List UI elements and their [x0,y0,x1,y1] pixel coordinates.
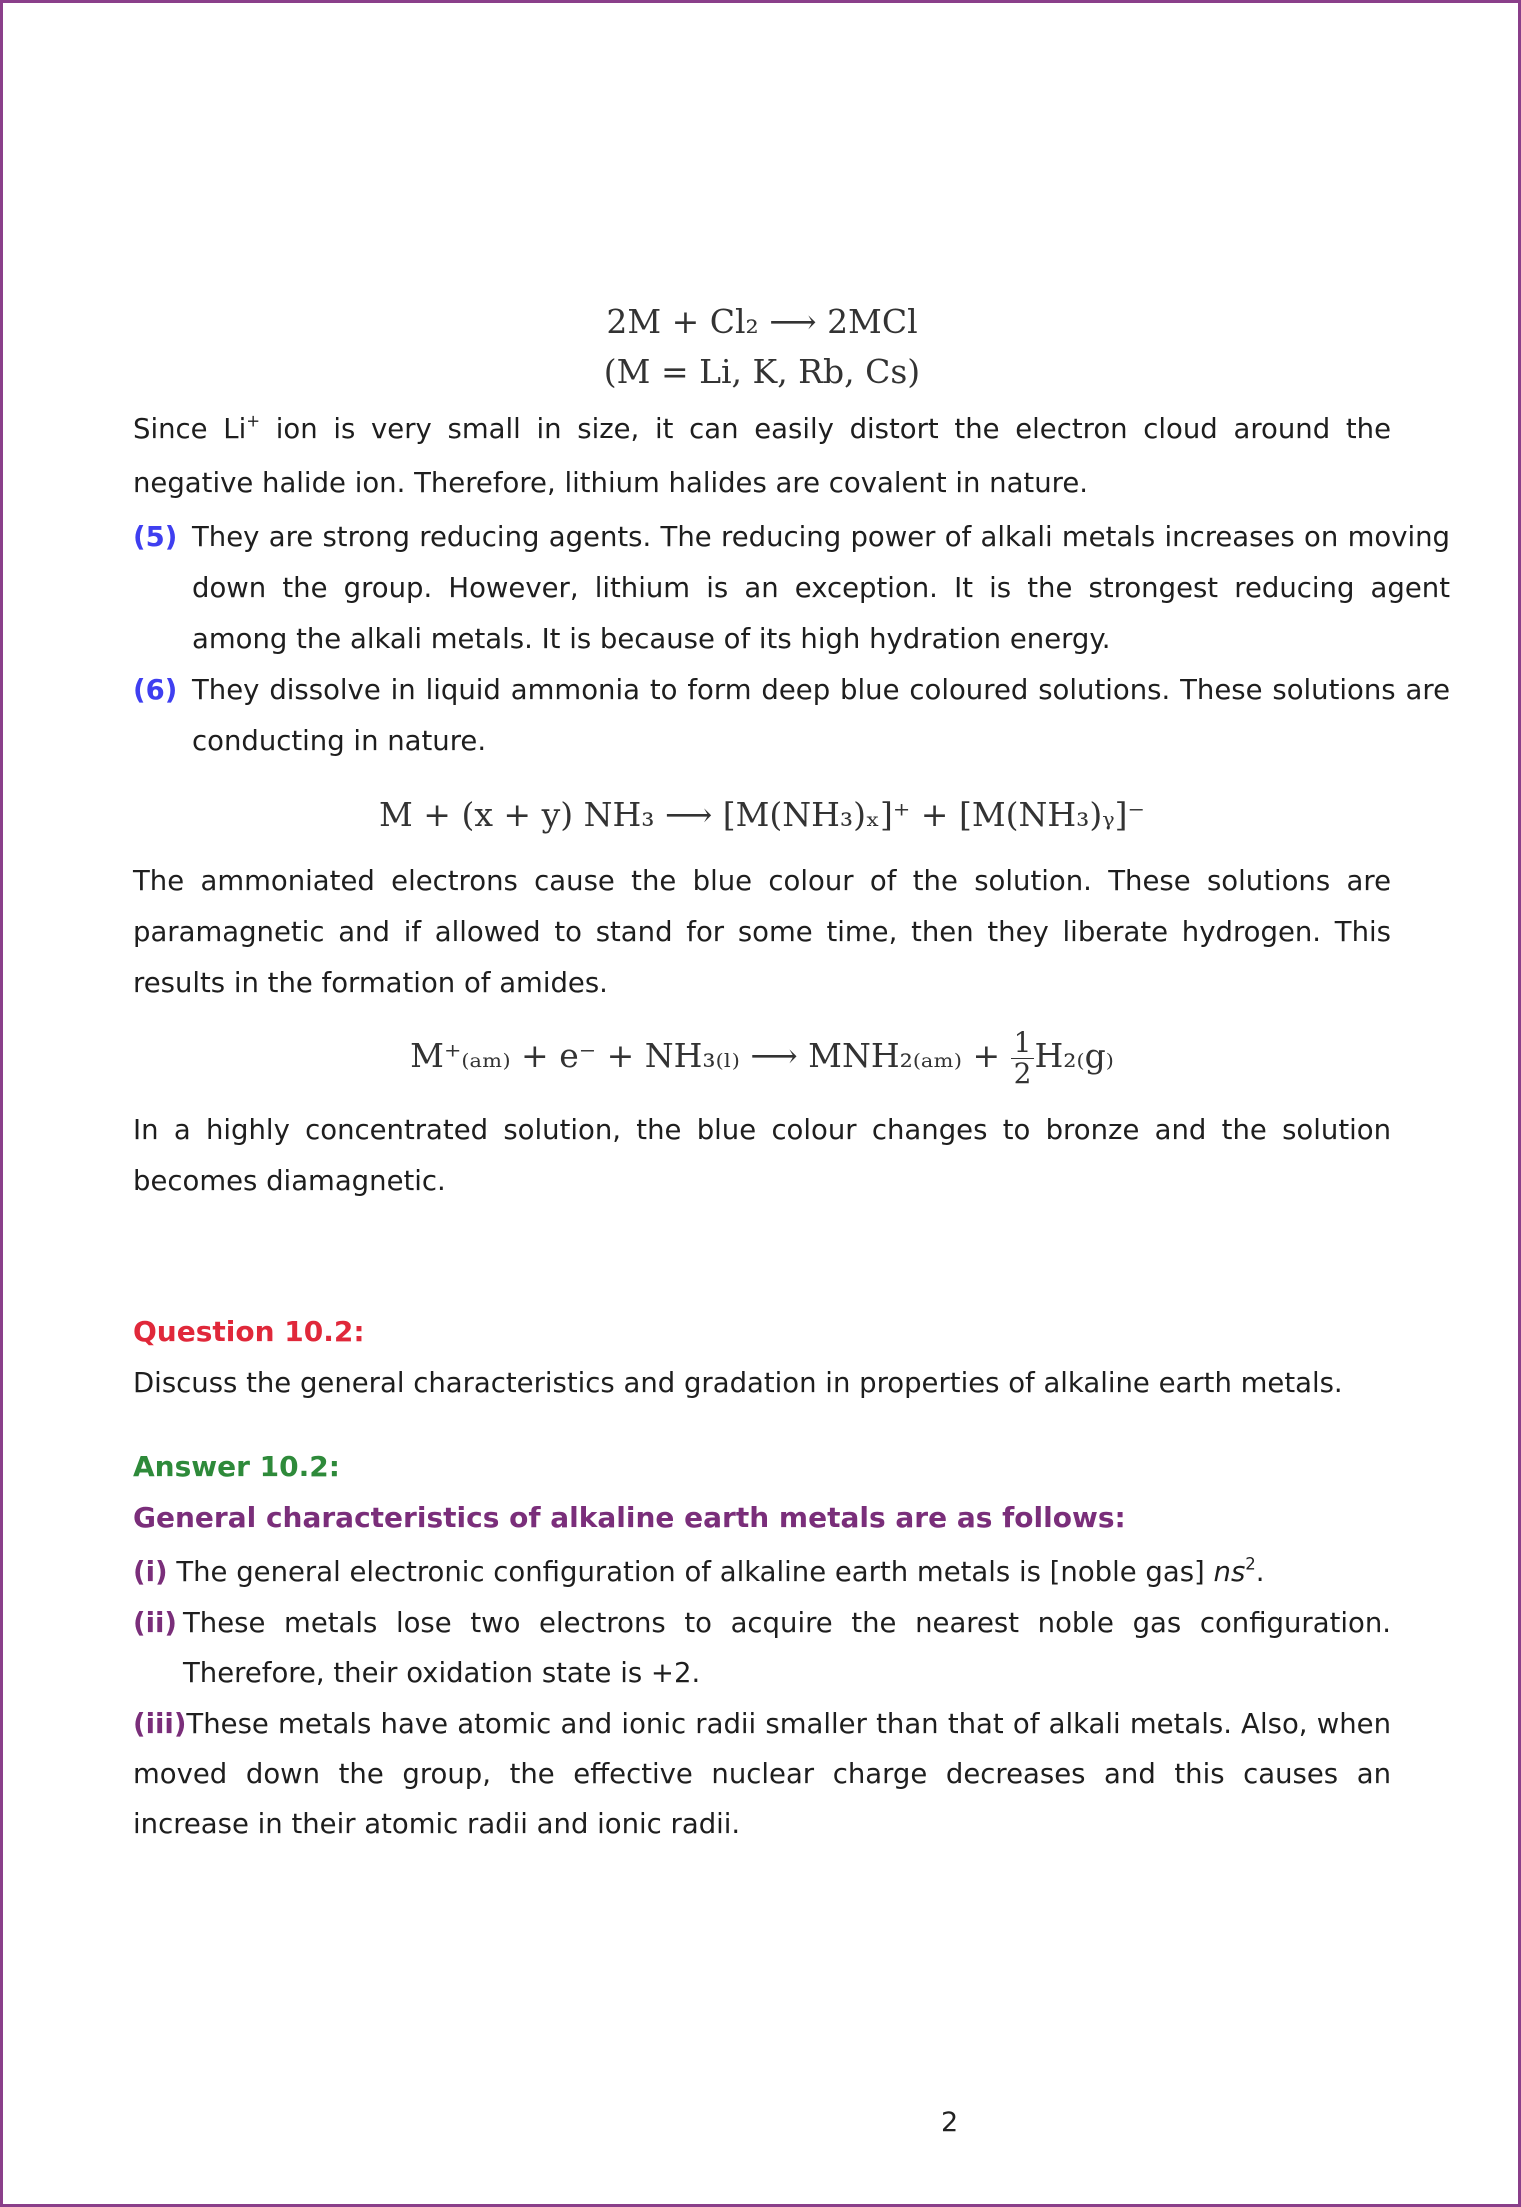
question-text: Discuss the general characteristics and gradation in properties of alkaline earth metals. [133,1367,1343,1399]
point-i [133,1547,1391,1597]
page-number: 2 [941,2107,959,2138]
text-span: ion is very small in size, it can easily distort the electron cloud around the negative halide ion. Therefore, lithium halides are covalent in nature. [133,413,1391,499]
answer-heading: Answer 10.2: [133,1450,340,1483]
equation-amide [133,1021,1391,1091]
text-span: Since Li [133,413,247,445]
item-number: (6) [133,674,178,706]
ammoniated-electrons-paragraph: The ammoniated electrons cause the blue colour of the solution. These solutions are paramagnetic and if allowed to stand for some time, then they liberate hydrogen. This results in the formation of amides. [133,865,1391,999]
point-number: (i) [133,1556,168,1588]
point-text-end: . [1255,1556,1265,1588]
list-item-5 [133,512,1450,665]
equation-condition: (M = Li, K, Rb, Cs) [603,352,921,391]
item-text: They dissolve in liquid ammonia to form deep blue coloured solutions. These solutions are conducting in nature. [192,674,1450,757]
point-number: (iii) [133,1708,187,1740]
equation-line: 2M + Cl₂ ⟶ 2MCl [606,302,918,341]
equation-left: M⁺₍ₐₘ₎ + e⁻ + NH₃₍ₗ₎ ⟶ MNH₂₍ₐₘ₎ + [410,1036,1011,1075]
point-ii [133,1598,1391,1698]
fraction [1011,1025,1035,1090]
question-heading: Question 10.2: [133,1315,365,1348]
equation-ammonia: M + (x + y) NH₃ ⟶ [M(NH₃)ₓ]⁺ + [M(NH₃)ᵧ]⁻ [379,795,1145,834]
superscript: 2 [1245,1554,1256,1574]
superscript: + [246,411,261,431]
fraction-denominator: 2 [1013,1056,1032,1090]
item-number: (5) [133,521,178,553]
list-item-6 [133,665,1450,767]
equation-right: H₂₍g₎ [1034,1036,1114,1075]
point-number: (ii) [133,1607,177,1639]
point-iii [133,1699,1391,1849]
point-text: The general electronic configuration of alkaline earth metals is [noble gas] [167,1556,1214,1588]
point-text: These metals have atomic and ionic radii smaller than that of alkali metals. Also, when moved down the group, the effective nuclear charge decreases and this causes an increase in their atomic radii and ionic radii. [133,1708,1391,1840]
item-text: They are strong reducing agents. The reducing power of alkali metals increases on moving down the group. However, lithium is an exception. It is the strongest reducing agent among the alkali metals. It is because of its high hydration energy. [192,521,1450,655]
equation-chlorination [133,297,1391,397]
lithium-halide-paragraph [133,402,1391,510]
answer-subheading: General characteristics of alkaline earth metals are as follows: [133,1501,1126,1534]
point-emphasis: ns [1213,1556,1246,1588]
bronze-paragraph: In a highly concentrated solution, the blue colour changes to bronze and the solution becomes diamagnetic. [133,1114,1391,1197]
fraction-numerator: 1 [1011,1028,1035,1059]
point-text: These metals lose two electrons to acquire the nearest noble gas configuration. Therefore, their oxidation state is +2. [183,1607,1391,1689]
